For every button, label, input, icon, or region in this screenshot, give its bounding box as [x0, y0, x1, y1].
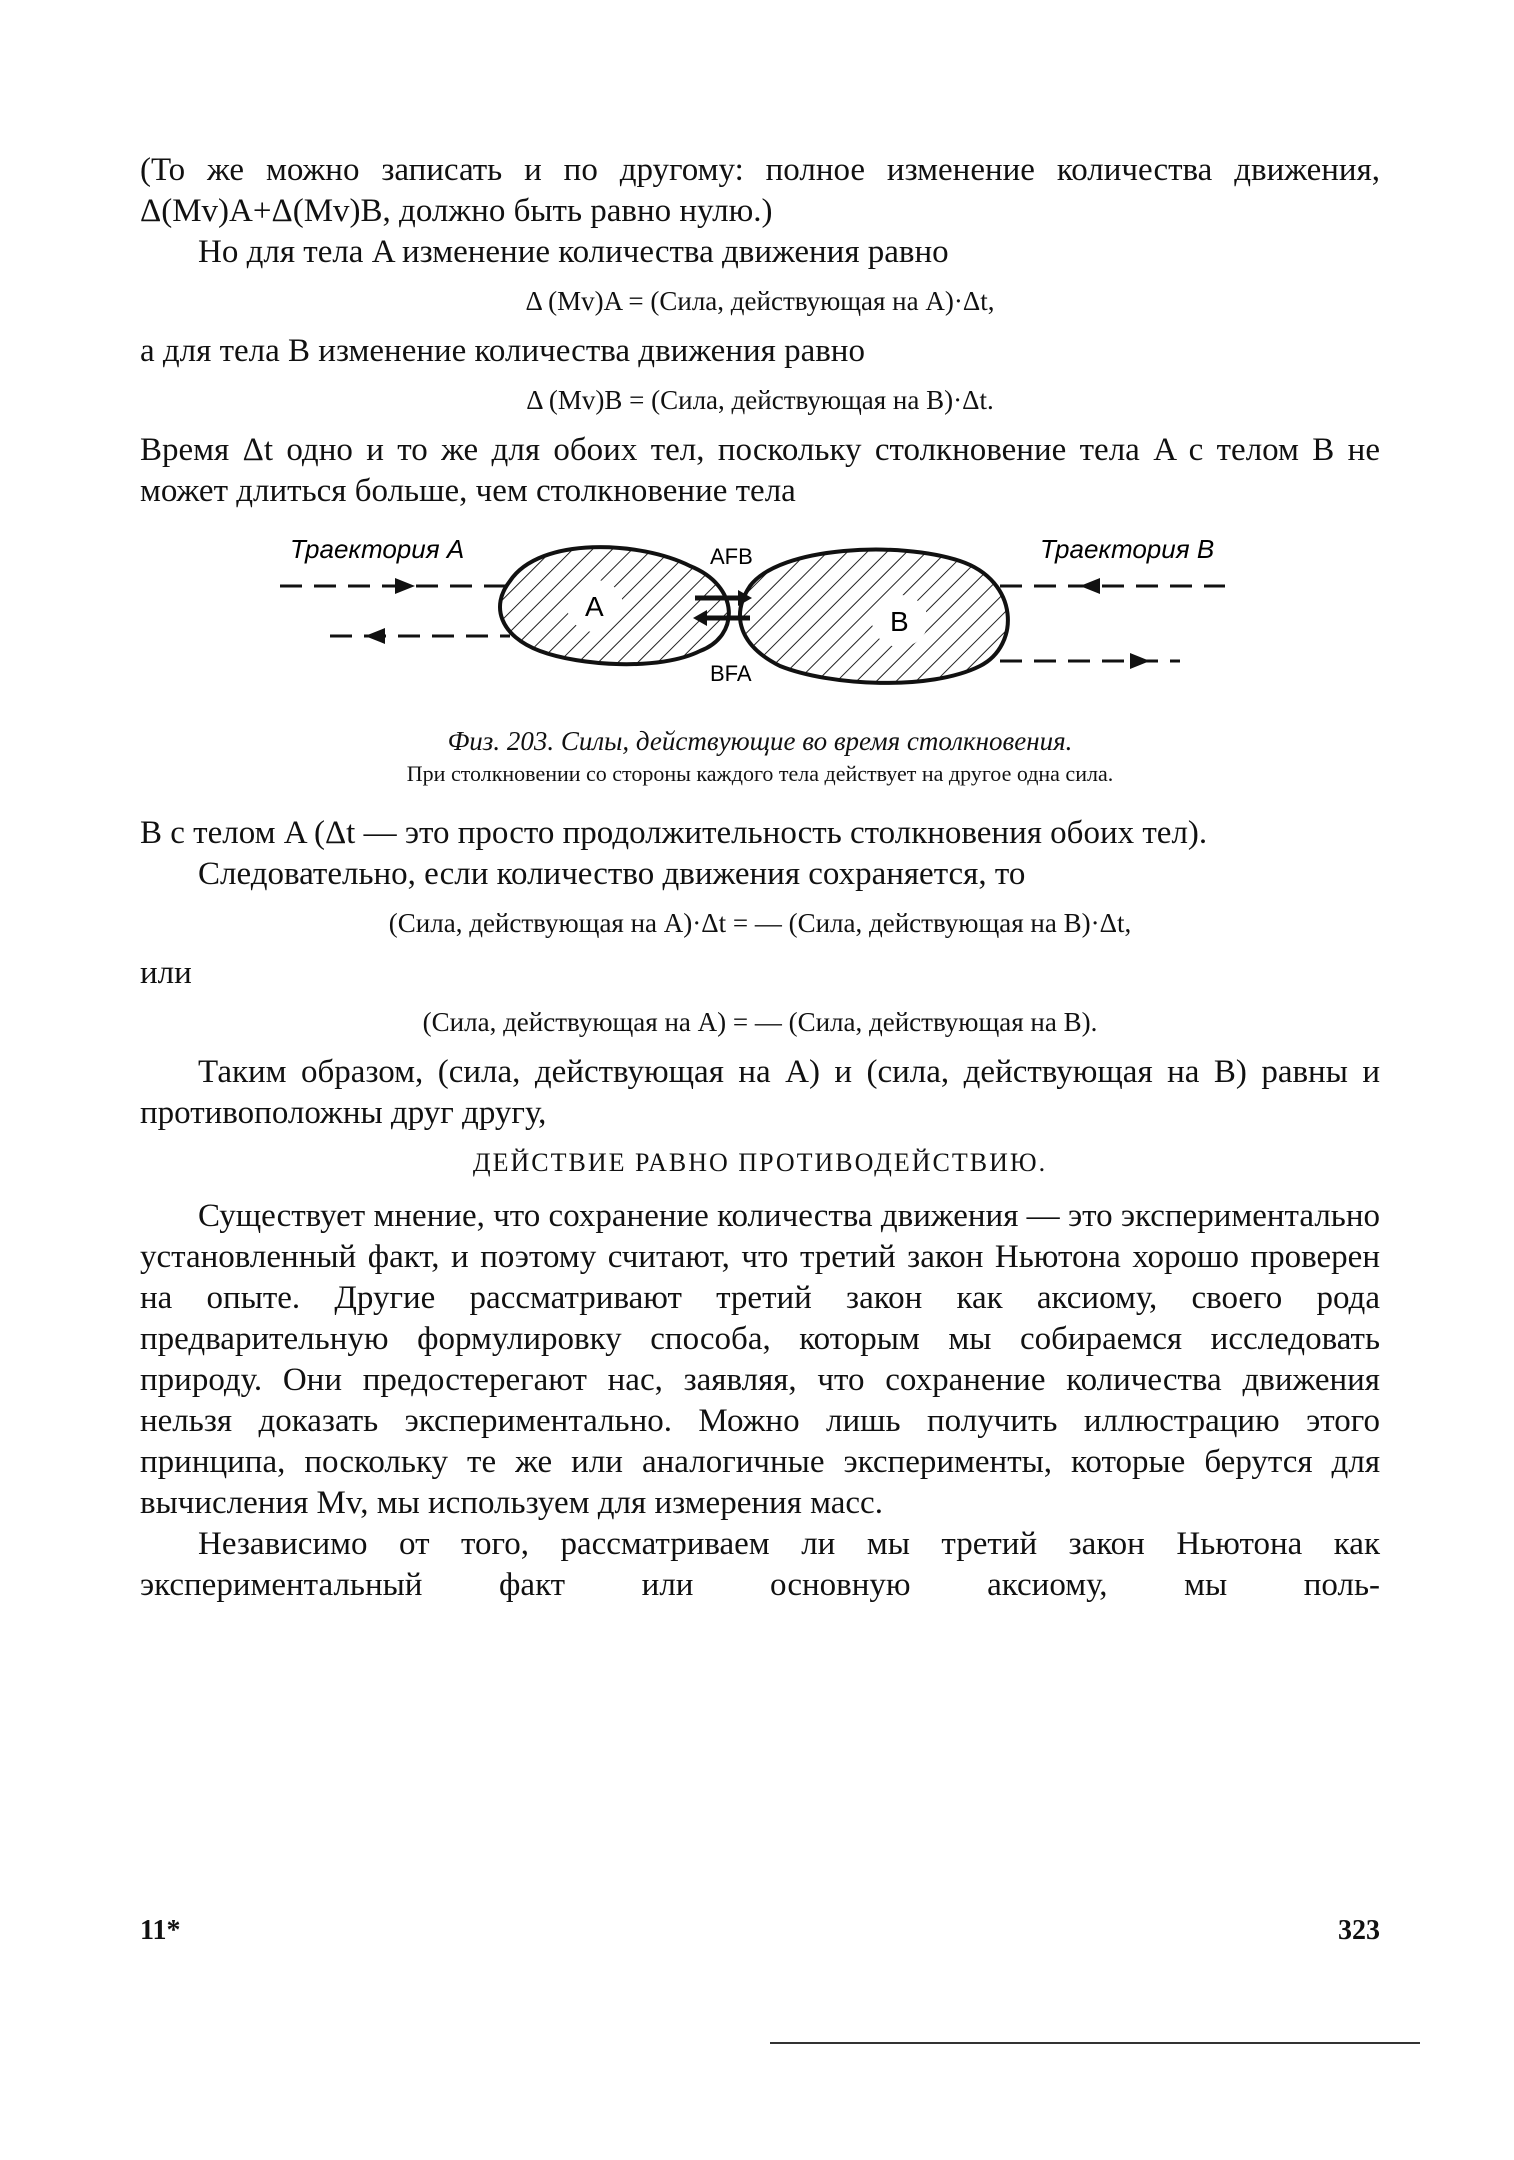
label-trajectory-a: Траектория A [290, 534, 465, 564]
paragraph-4: Время Δt одно и то же для обоих тел, поскольку столкновение тела A с телом B не может длиться больше, чем столкновение тела [140, 432, 1380, 509]
label-force-ab: AFB [710, 544, 753, 569]
paragraph-3: а для тела B изменение количества движения равно [140, 333, 865, 369]
paragraph-8: Существует мнение, что сохранение количества движения — это экспериментально установленный факт, и поэтому считают, что третий закон Ньютона хорошо проверен на опыте. Другие рассматривают третий закон как аксиому, своего рода предварительную формулировку способа, которым мы собираемся исследовать природу. Они предостерегают нас, заявляя, что сохранение количества движения нельзя доказать экспериментально. Можно лишь получить иллюстрацию этого принципа, поскольку те же или аналогичные эксперименты, которые берутся для вычисления Mv, мы используем для измерения масс. [140, 1198, 1380, 1521]
paragraph-9: Независимо от того, рассматриваем ли мы третий закон Ньютона как экспериментальный факт или основную аксиому, мы поль- [140, 1526, 1380, 1603]
paragraph-5: B с телом A (Δt — это просто продолжительность столкновения обоих тел). [140, 815, 1208, 851]
label-trajectory-b: Траектория B [1040, 534, 1215, 564]
label-body-a: A [585, 591, 604, 622]
paragraph-1: (То же можно записать и по другому: полное изменение количества движения, Δ(Mv)A+Δ(Mv)B, должно быть равно нулю.) [140, 152, 1380, 229]
page-number: 323 [1338, 1915, 1380, 1946]
formula-4: (Сила, действующая на A) = — (Сила, действующая на B). [422, 1007, 1098, 1037]
figure-caption-body: При столкновении со стороны каждого тела действует на другое одна сила. [406, 761, 1114, 786]
formula-1: Δ (Mv)A = (Сила, действующая на A)·Δt, [525, 286, 995, 316]
label-body-b: B [890, 606, 909, 637]
bottom-rule [770, 2042, 1420, 2044]
label-force-ba: BFA [710, 661, 752, 686]
collision-figure [140, 526, 1380, 716]
page-footer [140, 1915, 1380, 1947]
paragraph-2: Но для тела A изменение количества движения равно [198, 234, 949, 270]
collision-diagram [140, 526, 1380, 716]
signature-mark: 11* [140, 1915, 181, 1946]
formula-2: Δ (Mv)B = (Сила, действующая на B)·Δt. [526, 385, 994, 415]
formula-3: (Сила, действующая на A)·Δt = — (Сила, действующая на B)·Δt, [388, 908, 1132, 938]
page-body [140, 150, 1380, 1606]
arrow-b-out [1130, 653, 1150, 669]
paragraph-7: Таким образом, (сила, действующая на A) и (сила, действующая на B) равны и противоположны друг другу, [140, 1054, 1380, 1131]
arrow-b-in [1080, 578, 1100, 594]
principle-heading: ДЕЙСТВИЕ РАВНО ПРОТИВОДЕЙСТВИЮ. [472, 1148, 1048, 1177]
arrow-a-in [395, 578, 415, 594]
or-word: или [140, 955, 192, 991]
figure-caption-title: Физ. 203. Силы, действующие во время столкновения. [447, 726, 1073, 756]
paragraph-6: Следовательно, если количество движения сохраняется, то [198, 856, 1026, 892]
arrow-a-out [365, 628, 385, 644]
